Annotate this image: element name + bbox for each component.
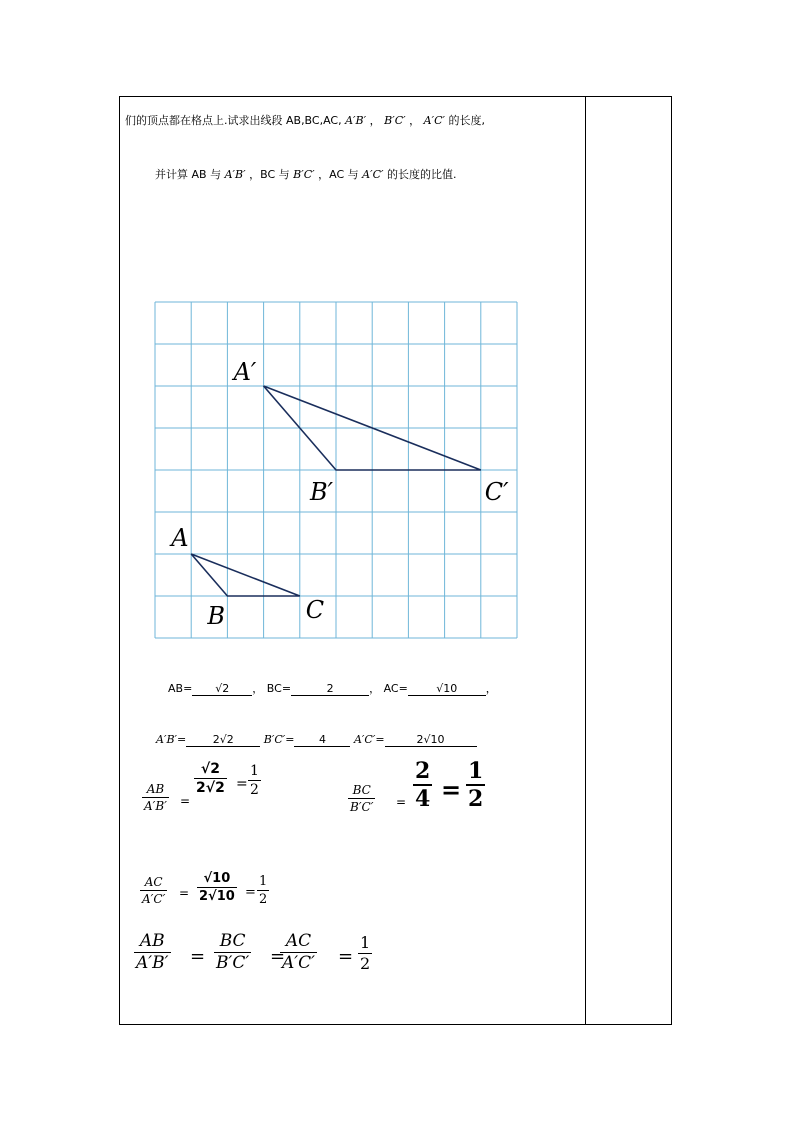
combined-ab-fraction [134, 933, 171, 972]
equals-sign: = [236, 776, 248, 792]
fraction-bar [140, 890, 167, 891]
ratio-ac-fraction [140, 876, 167, 905]
grid-figure-svg [150, 295, 530, 645]
ratio-ab-value-den: 2√2 [196, 780, 225, 796]
problem-line-1 [125, 112, 485, 128]
vertex-label-b: B [207, 602, 226, 630]
answers-line-1 [168, 680, 497, 696]
fraction-bar [142, 797, 169, 798]
combined-ac-den: A′C′ [282, 953, 316, 973]
bc-label: BC= [266, 682, 292, 695]
vertex-label-c: C [305, 596, 325, 624]
bc-answer-blank [291, 682, 369, 696]
small-triangle [191, 554, 300, 596]
ac-value: √10 [436, 682, 458, 695]
combined-bc-num: BC [219, 931, 246, 951]
ratio-ab-result-num: 1 [250, 763, 259, 779]
segment-a1b1: A′B′ [224, 168, 246, 181]
ratio-ab-value-fraction [194, 762, 227, 795]
b1c1-answer-blank [294, 733, 350, 747]
equals-sign: = [190, 946, 206, 967]
ratio-ac-num: AC [144, 875, 163, 889]
vertex-label-c1: C′ [484, 478, 509, 506]
combined-ab-den: A′B′ [136, 953, 169, 973]
separator: ， [409, 114, 421, 127]
ratio-ac-result-num: 1 [259, 874, 268, 889]
combined-result-den: 2 [360, 954, 371, 973]
combined-result-num: 1 [360, 933, 371, 952]
ratio-bc-result-den: 2 [468, 786, 484, 812]
separator: ， [485, 682, 497, 695]
ratio-ab-value-num: √2 [200, 761, 220, 777]
b1c1-value: 4 [318, 733, 326, 746]
ratio-ab-num: AB [146, 782, 165, 796]
equals-sign: = [180, 794, 191, 808]
equals-sign: = [396, 795, 407, 809]
equals-sign: = [179, 886, 190, 900]
combined-bc-fraction [214, 933, 251, 972]
column-divider [585, 96, 586, 1025]
vertex-label-a1: A′ [233, 358, 257, 386]
ratio-bc-value-den: 4 [415, 786, 431, 812]
ratio-ab-fraction [142, 783, 169, 812]
fraction-bar [348, 798, 375, 799]
problem-line-2-lead: 并计算 AB 与 [155, 168, 222, 181]
fraction-bar [257, 890, 269, 891]
problem-line-1-lead: 们的顶点都在格点上.试求出线段 AB,BC,AC, [125, 114, 342, 127]
ratio-ac-result-fraction [257, 875, 269, 906]
problem-line-2-tail: 的长度的比值. [387, 168, 457, 181]
ratio-ab-den: A′B′ [144, 799, 167, 813]
combined-result-fraction [358, 935, 372, 972]
problem-line-2-mid2: ，AC 与 [318, 168, 359, 181]
equals-sign: = [270, 946, 286, 967]
b1c1-label: B′C′= [263, 733, 295, 746]
equals-sign: = [338, 946, 354, 967]
ratio-bc-den: B′C′ [350, 800, 374, 814]
problem-line-1-tail: 的长度, [448, 114, 485, 127]
fraction-bar [248, 780, 261, 781]
ratio-bc-result-num: 1 [468, 758, 484, 784]
ratio-ac-result-den: 2 [259, 892, 268, 907]
vertex-label-b1: B′ [310, 478, 334, 506]
fraction-bar [197, 887, 237, 888]
a1b1-label: A′B′= [156, 733, 187, 746]
equals-sign: = [245, 885, 256, 900]
bc-value: 2 [326, 682, 334, 695]
ab-label: AB= [168, 682, 193, 695]
vertex-label-a: A [171, 524, 189, 552]
combined-ab-num: AB [139, 931, 165, 951]
combined-bc-den: B′C′ [216, 953, 250, 973]
ratio-ab-result-den: 2 [250, 782, 259, 798]
problem-line-2 [155, 166, 457, 182]
ratio-bc-value-num: 2 [415, 758, 431, 784]
ratio-ac-den: A′C′ [142, 892, 166, 906]
combined-ac-fraction [280, 933, 317, 972]
ac-answer-blank [408, 682, 486, 696]
segment-a1b1: A′B′ [345, 114, 367, 127]
a1c1-label: A′C′= [353, 733, 385, 746]
ab-answer-blank [192, 682, 252, 696]
segment-b1c1: B′C′ [293, 168, 315, 181]
vertex-labels [169, 358, 509, 630]
ratio-bc-fraction [348, 784, 375, 813]
ratio-bc-result-fraction [466, 760, 485, 810]
ab-value: √2 [215, 682, 230, 695]
separator: ， [369, 682, 381, 695]
combined-ac-num: AC [285, 931, 312, 951]
fraction-bar [194, 778, 227, 779]
ratio-bc-num: BC [352, 783, 371, 797]
ratio-bc-value-fraction [413, 760, 432, 810]
a1b1-answer-blank [186, 733, 260, 747]
grid-figure [150, 295, 530, 645]
ratio-ac-value-den: 2√10 [199, 889, 235, 904]
small-triangle-outline [191, 554, 300, 596]
segment-a1c1: A′C′ [423, 114, 445, 127]
ratio-ac-value-num: √10 [203, 871, 231, 886]
separator: ， [369, 114, 381, 127]
answers-line-2 [156, 733, 477, 747]
a1b1-value: 2√2 [212, 733, 234, 746]
ac-label: AC= [383, 682, 408, 695]
a1c1-value: 2√10 [416, 733, 445, 746]
equals-sign: = [441, 775, 462, 804]
a1c1-answer-blank [385, 733, 477, 747]
ratio-ac-value-fraction [197, 872, 237, 903]
ratio-ab-result-fraction [248, 764, 261, 797]
problem-line-2-mid1: ，BC 与 [249, 168, 290, 181]
segment-a1c1: A′C′ [362, 168, 384, 181]
segment-b1c1: B′C′ [384, 114, 406, 127]
separator: ， [252, 682, 264, 695]
